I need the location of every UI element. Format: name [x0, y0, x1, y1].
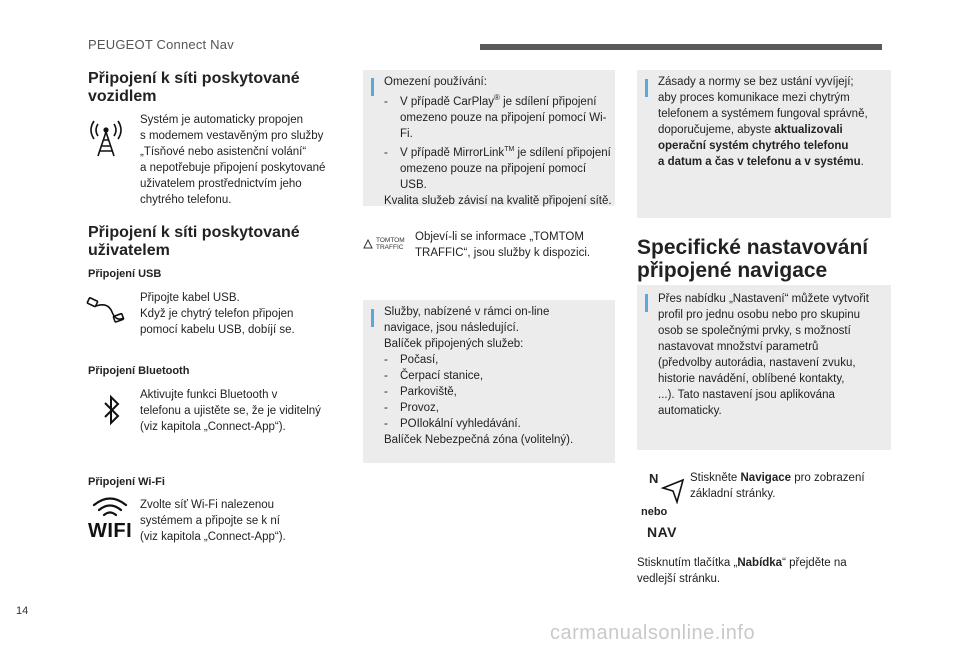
tomtom-traffic-logo: TOMTOM TRAFFIC	[363, 237, 407, 251]
tomtom-text: Objeví-li se informace „TOMTOM TRAFFIC“, jsou služby k dispozici.	[415, 231, 591, 259]
info-marker	[645, 79, 648, 97]
info-marker	[371, 78, 374, 96]
menu-instruction-text: Stisknutím tlačítka „Nabídka“ přejděte na vedlejší stránku.	[637, 557, 847, 585]
section-title-user: Připojení k síti poskytované uživatelem	[88, 224, 300, 259]
usage-limits-text: Omezení používání: - V případě CarPlay® je sdílení připojení omezeno pouze na připojení pomocí Wi-Fi. - V případě MirrorLink™ je sdílení připojení omezeno pouze na připojení pomocí USB. Kvalita služeb závisí na kvalitě připojení sítě.	[384, 76, 612, 207]
list-item: - Parkoviště,	[384, 386, 457, 398]
antenna-tower-icon	[88, 118, 124, 158]
document-header-title: PEUGEOT Connect Nav	[88, 37, 234, 52]
standards-note-box	[637, 70, 891, 218]
traffic-cone-icon	[363, 239, 373, 249]
bluetooth-heading: Připojení Bluetooth	[88, 365, 190, 377]
wifi-heading: Připojení Wi-Fi	[88, 476, 165, 488]
bluetooth-text: Aktivujte funkci Bluetooth v telefonu a ujistěte se, že je viditelný (viz kapitola „Connect-App“).	[140, 389, 321, 433]
navigation-instruction-text: Stiskněte Navigace pro zobrazení základní stránky.	[690, 472, 865, 500]
settings-note-text: Přes nabídku „Nastavení“ můžete vytvořit profil pro jednu osobu nebo pro skupinu osob se společnými prvky, s možností nastavovat množství parametrů (předvolby autorádia, nastavení zvuku, historie navádění, oblíbené kontakty, ...). Tato nastavení jsou aplikována automaticky.	[658, 293, 869, 417]
list-item: - Čerpací stanice,	[384, 370, 484, 382]
list-item: - Počasí,	[384, 354, 439, 366]
section-title-vehicle: Připojení k síti poskytované vozidlem	[88, 70, 300, 105]
wifi-icon	[90, 496, 130, 518]
usb-heading: Připojení USB	[88, 268, 162, 280]
wifi-text: Zvolte síť Wi-Fi nalezenou systémem a připojte se k ní (viz kapitola „Connect-App“).	[140, 499, 286, 543]
section-title-navigation-settings: Specifické nastavování připojené navigace	[637, 236, 869, 282]
info-marker	[645, 294, 648, 312]
info-marker	[371, 309, 374, 327]
settings-note-box	[637, 285, 891, 450]
standards-note-text: Zásady a normy se bez ustání vyvíjejí; aby proces komunikace mezi chytrým telefonem a systémem fungoval správně, doporučujeme, abyste aktualizovali operační systém chytrého telefonu a datum a čas v telefonu a v systému.	[658, 76, 868, 168]
usb-cable-icon	[86, 296, 126, 326]
list-item: - V případě MirrorLink™ je sdílení připojení omezeno pouze na připojení pomocí USB.	[384, 145, 611, 191]
north-label: N	[649, 471, 659, 486]
navigation-arrow-icon	[660, 478, 686, 504]
usage-limits-box	[363, 70, 615, 206]
online-services-box	[363, 300, 615, 463]
page-number: 14	[16, 605, 29, 617]
bluetooth-icon	[102, 394, 122, 426]
list-item: - POIlokální vyhledávání.	[384, 418, 521, 430]
vehicle-connection-text: Systém je automaticky propojen s modemem vestavěným pro služby „Tísňové nebo asistenční volání“ a nepotřebuje připojení poskytované uživatelem prostřednictvím jeho chytrého telefonu.	[140, 114, 326, 206]
nebo-label: nebo	[641, 506, 668, 518]
list-item: - Provoz,	[384, 402, 439, 414]
watermark: carmanualsonline.info	[550, 622, 756, 644]
online-services-text: Služby, nabízené v rámci on-line navigace, jsou následující. Balíček připojených služeb: - Počasí, - Čerpací stanice, - Parkoviště, - Provoz, - POIlokální vyhledávání. Balíček Nebezpečná zóna (volitelný).	[384, 304, 612, 448]
usb-text: Připojte kabel USB. Když je chytrý telefon připojen pomocí kabelu USB, dobíjí se.	[140, 292, 295, 336]
list-item: - V případě CarPlay® je sdílení připojení omezeno pouze na připojení pomocí Wi-Fi.	[384, 93, 607, 140]
header-rule	[480, 44, 882, 50]
nav-button-label: NAV	[647, 524, 678, 540]
wifi-icon-label: WIFI	[88, 520, 133, 542]
